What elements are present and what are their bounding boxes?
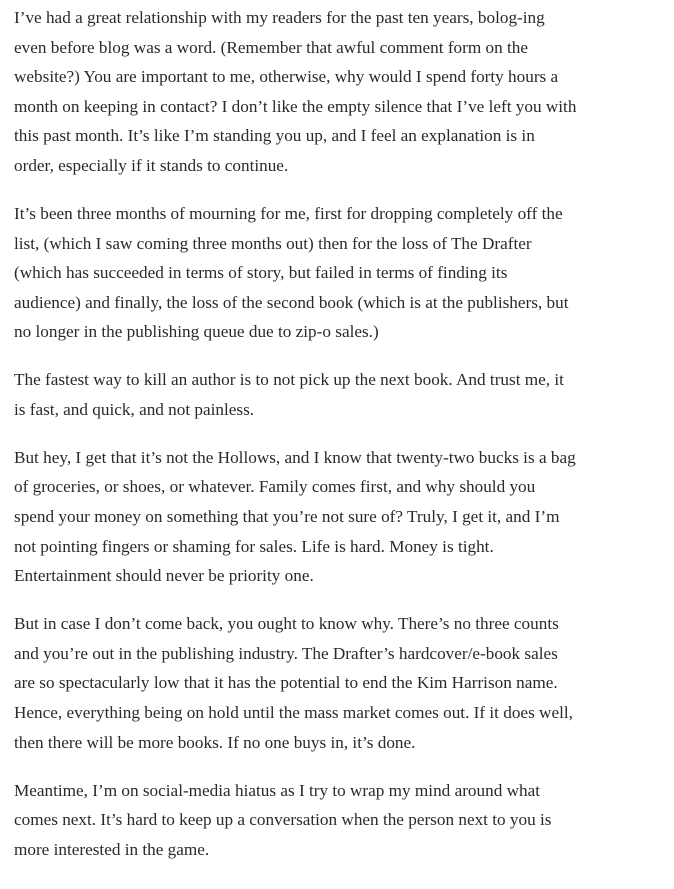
paragraph — [14, 776, 662, 865]
paragraph-line: list, (which I saw coming three months out) then for the loss of The Drafter — [14, 233, 532, 253]
paragraph-line: But hey, I get that it’s not the Hollows, and I know that twenty-two bucks is a bag — [14, 447, 576, 467]
paragraph-line: Meantime, I’m on social-media hiatus as I try to wrap my mind around what — [14, 780, 540, 800]
paragraph-line: Entertainment should never be priority one. — [14, 566, 314, 586]
paragraph-line: then there will be more books. If no one buys in, it’s done. — [14, 732, 416, 752]
paragraph-line: month on keeping in contact? I don’t like the empty silence that I’ve left you with — [14, 96, 577, 116]
paragraph — [14, 199, 662, 347]
paragraph-line: are so spectacularly low that it has the potential to end the Kim Harrison name. — [14, 673, 558, 693]
paragraph-line: not pointing fingers or shaming for sales. Life is hard. Money is tight. — [14, 536, 494, 556]
paragraph-line: comes next. It’s hard to keep up a conversation when the person next to you is — [14, 810, 552, 830]
paragraph-line: this past month. It’s like I’m standing you up, and I feel an explanation is in — [14, 126, 535, 146]
paragraph-line: even before blog was a word. (Remember that awful comment form on the — [14, 37, 529, 57]
paragraph-line: more interested in the game. — [14, 839, 210, 859]
paragraph-line: of groceries, or shoes, or whatever. Family comes first, and why should you — [14, 477, 536, 497]
paragraph-line: (which has succeeded in terms of story, but failed in terms of finding its — [14, 263, 508, 283]
paragraph-line: It’s been three months of mourning for me, first for dropping completely off the — [14, 203, 563, 223]
paragraph — [14, 3, 662, 181]
paragraph-line: no longer in the publishing queue due to zip-o sales.) — [14, 322, 379, 342]
paragraph-line: Hence, everything being on hold until the mass market comes out. If it does well, — [14, 703, 573, 723]
paragraph-line: spend your money on something that you’re not sure of? Truly, I get it, and I’m — [14, 507, 560, 527]
paragraph — [14, 609, 662, 757]
paragraph — [14, 443, 662, 591]
paragraph-line: But in case I don’t come back, you ought to know why. There’s no three counts — [14, 614, 559, 634]
article-body — [14, 3, 662, 883]
paragraph-line: is fast, and quick, and not painless. — [14, 399, 255, 419]
paragraph-line: audience) and finally, the loss of the second book (which is at the publishers, but — [14, 292, 569, 312]
paragraph-line: website?) You are important to me, otherwise, why would I spend forty hours a — [14, 67, 559, 87]
paragraph — [14, 365, 662, 424]
paragraph-line: and you’re out in the publishing industry. The Drafter’s hardcover/e-book sales — [14, 643, 558, 663]
paragraph-line: order, especially if it stands to continue. — [14, 155, 289, 175]
paragraph-line: The fastest way to kill an author is to not pick up the next book. And trust me, it — [14, 370, 564, 390]
paragraph-line: I’ve had a great relationship with my readers for the past ten years, bolog-ing — [14, 8, 545, 27]
